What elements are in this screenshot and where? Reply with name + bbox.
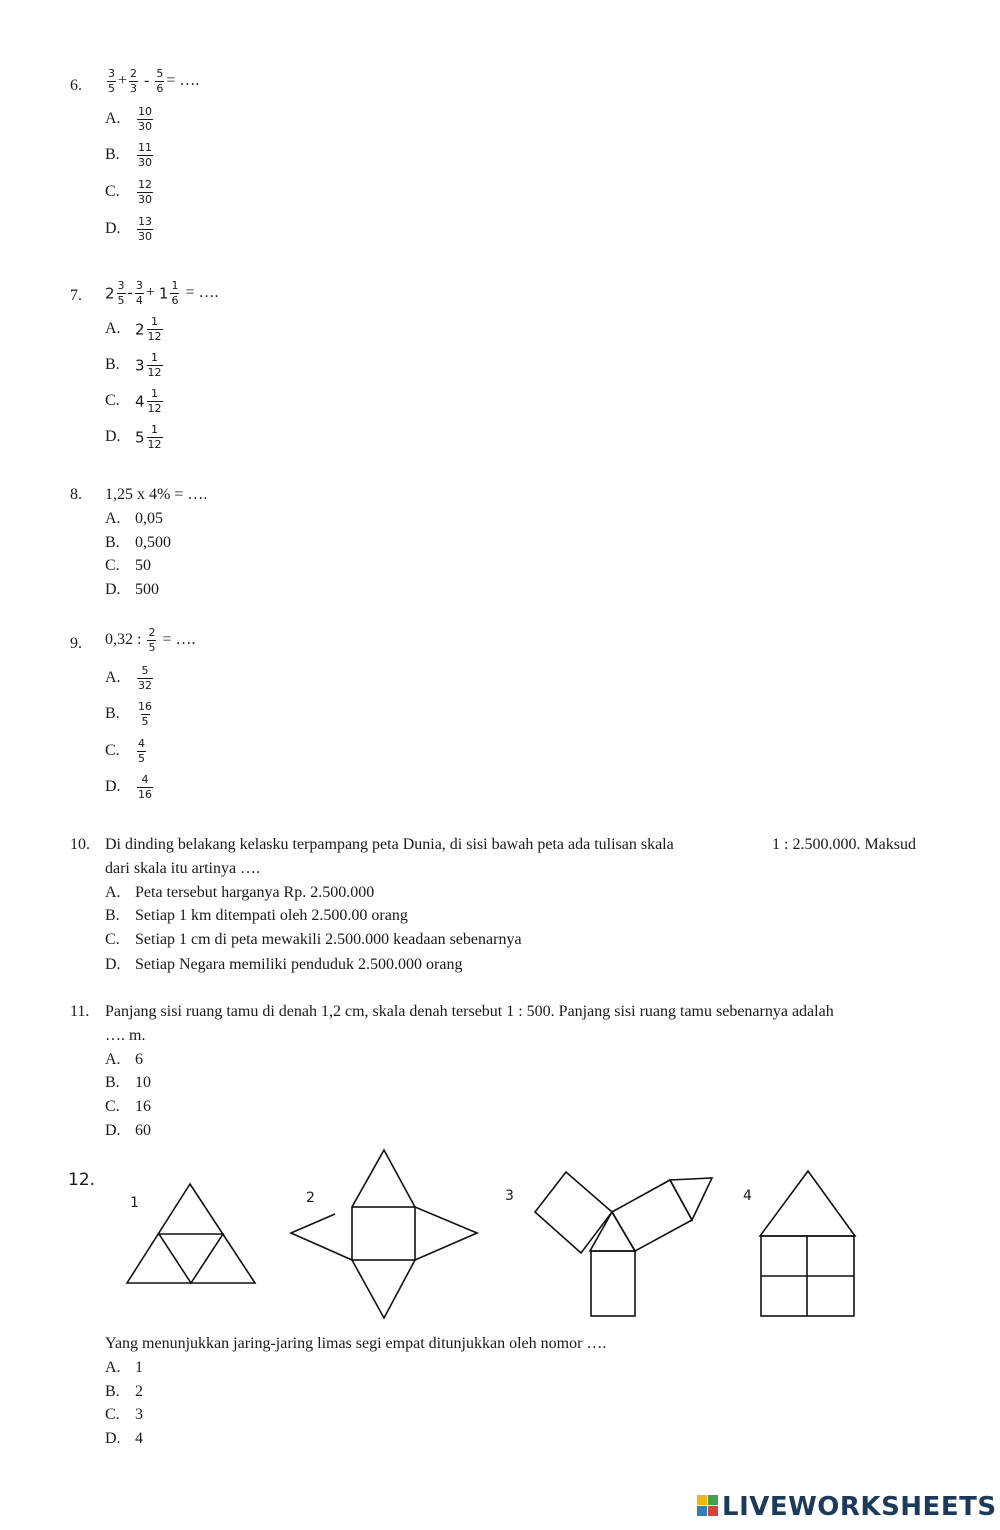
q11-option-b[interactable]: B. 10 [105, 1074, 151, 1091]
figure-label-4: 4 [743, 1188, 752, 1204]
q8-text: 1,25 x 4% = …. [105, 486, 208, 503]
q11-option-d[interactable]: D. 60 [105, 1122, 151, 1139]
q12-option-b[interactable]: B. 2 [105, 1383, 143, 1400]
q11-option-c[interactable]: C. 16 [105, 1098, 151, 1115]
q9-expression: 0,32 : $\frac{2}{5}$ = …. [105, 626, 196, 654]
q8-number: 8. [70, 486, 82, 503]
q6-expression: $\frac{3}{5}$ + $\frac{2}{3}$ - $\frac{5}{6}$ = …. [108, 67, 200, 95]
q11-number: 11. [70, 1003, 90, 1020]
q7-number: 7. [70, 287, 82, 304]
net-2-square-pyramid [291, 1150, 477, 1318]
q7-option-d[interactable]: D. 5 $\frac{1}{12}$ [105, 423, 162, 451]
q11-text-line1: Panjang sisi ruang tamu di denah 1,2 cm, skala denah tersebut 1 : 500. Panjang sisi ruang tamu sebenarnya adalah [105, 1003, 834, 1020]
q7-expression: 2 $\frac{3}{5}$ - $\frac{3}{4}$ + 1 $\frac{1}{6}$ = …. [105, 279, 219, 307]
q8-option-c[interactable]: C. 50 [105, 557, 151, 574]
q10-option-d[interactable]: D. Setiap Negara memiliki penduduk 2.500.000 orang [105, 956, 463, 973]
q10-number: 10. [70, 836, 90, 853]
q6-option-c[interactable]: C. $\frac{12}{30}$ [105, 178, 152, 206]
q6-option-d[interactable]: D. $\frac{13}{30}$ [105, 215, 152, 243]
q8-option-b[interactable]: B. 0,500 [105, 534, 171, 551]
q9-option-d[interactable]: D. $\frac{4}{16}$ [105, 773, 152, 801]
q9-option-c[interactable]: C. $\frac{4}{5}$ [105, 737, 145, 765]
q10-text-line1: Di dinding belakang kelasku terpampang peta Dunia, di sisi bawah peta ada tulisan skala [105, 836, 674, 853]
figure-label-3: 3 [505, 1188, 514, 1204]
figure-label-2: 2 [306, 1190, 315, 1206]
liveworksheets-logo[interactable] [697, 1492, 997, 1522]
q6-option-b[interactable]: B. $\frac{11}{30}$ [105, 141, 152, 169]
q10-text-line2: dari skala itu artinya …. [105, 860, 261, 877]
q12-option-d[interactable]: D. 4 [105, 1430, 143, 1447]
q11-option-a[interactable]: A. 6 [105, 1051, 143, 1068]
logo-text: LIVEWORKSHEETS [722, 1492, 997, 1522]
q12-option-c[interactable]: C. 3 [105, 1406, 143, 1423]
q9-option-b[interactable]: B. $\frac{16}{5}$ [105, 700, 152, 728]
q12-number: 12. [68, 1170, 96, 1190]
q6-option-a[interactable]: A. $\frac{10}{30}$ [105, 105, 152, 133]
q10-option-a[interactable]: A. Peta tersebut harganya Rp. 2.500.000 [105, 884, 375, 901]
q7-option-b[interactable]: B. 3 $\frac{1}{12}$ [105, 351, 162, 379]
net-3-prism [535, 1172, 712, 1316]
net-4-house [760, 1171, 855, 1316]
q9-option-a[interactable]: A. $\frac{5}{32}$ [105, 664, 152, 692]
q10-scale: 1 : 2.500.000. Maksud [772, 836, 916, 853]
q7-option-c[interactable]: C. 4 $\frac{1}{12}$ [105, 387, 162, 415]
q10-option-b[interactable]: B. Setiap 1 km ditempati oleh 2.500.00 orang [105, 907, 408, 924]
q12-text: Yang menunjukkan jaring-jaring limas segi empat ditunjukkan oleh nomor …. [105, 1335, 607, 1352]
q9-number: 9. [70, 635, 82, 652]
figure-label-1: 1 [130, 1195, 139, 1211]
logo-mark-icon [697, 1495, 719, 1517]
q10-option-c[interactable]: C. Setiap 1 cm di peta mewakili 2.500.000 keadaan sebenarnya [105, 931, 522, 948]
q6-number: 6. [70, 77, 82, 94]
q8-option-a[interactable]: A. 0,05 [105, 510, 163, 527]
q12-option-a[interactable]: A. 1 [105, 1359, 143, 1376]
q7-option-a[interactable]: A. 2 $\frac{1}{12}$ [105, 315, 162, 343]
net-1-triangle [127, 1184, 255, 1283]
q11-text-line2: …. m. [105, 1027, 146, 1044]
q8-option-d[interactable]: D. 500 [105, 581, 159, 598]
